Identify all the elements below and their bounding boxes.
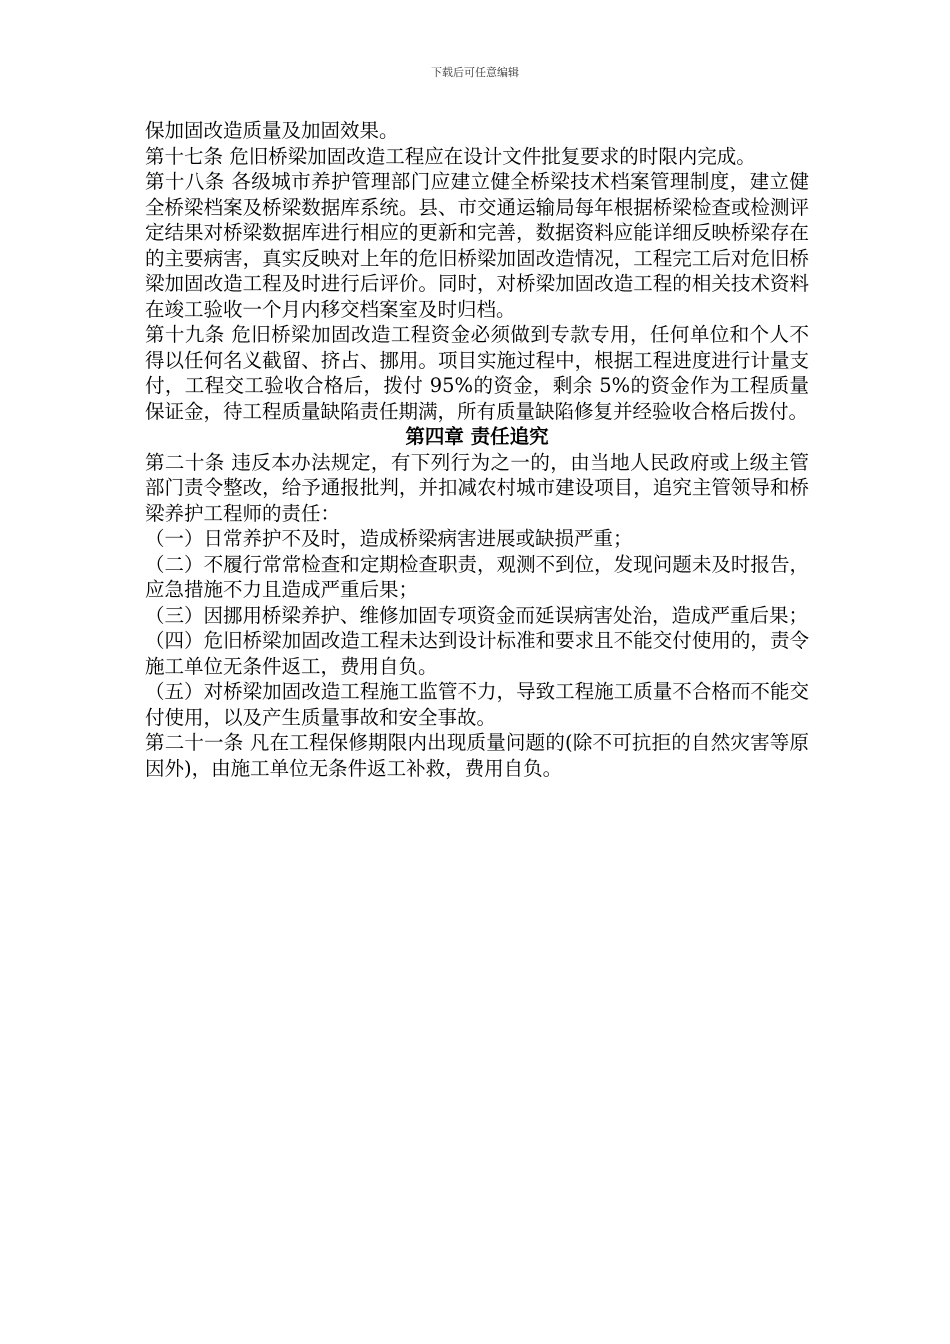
- article-19: 第十九条 危旧桥梁加固改造工程资金必须做到专款专用，任何单位和个人不得以任何名义截留、挤占、挪用。项目实施过程中，根据工程进度进行计量支付，工程交工验收合格后，拨付 95%的资金，剩余 5%的资金作为工程质量保证金，待工程质量缺陷责任期满，所有质量缺陷修复并经验收合格后拨付。: [145, 323, 809, 423]
- list-item-2: （二）不履行常常检查和定期检查职责，观测不到位，发现问题未及时报告，应急措施不力且造成严重后果；: [145, 552, 809, 601]
- article-21: 第二十一条 凡在工程保修期限内出现质量问题的(除不可抗拒的自然灾害等原因外)，由施工单位无条件返工补救，费用自负。: [145, 731, 809, 780]
- list-item-5: （五）对桥梁加固改造工程施工监管不力，导致工程施工质量不合格而不能交付使用，以及产生质量事故和安全事故。: [145, 680, 809, 729]
- article-17: 第十七条 危旧桥梁加固改造工程应在设计文件批复要求的时限内完成。: [145, 144, 756, 168]
- chapter-title: 第四章 责任追究: [405, 425, 549, 448]
- article-20: 第二十条 违反本办法规定，有下列行为之一的，由当地人民政府或上级主管部门责令整改，给予通报批判，并扣减农村城市建设项目，追究主管领导和桥梁养护工程师的责任：: [145, 450, 809, 525]
- document-body: [145, 118, 809, 781]
- list-item-1: （一）日常养护不及时，造成桥梁病害进展或缺损严重；: [145, 527, 633, 550]
- paragraph-continuation: 保加固改造质量及加固效果。: [145, 119, 399, 142]
- list-item-4: （四）危旧桥梁加固改造工程未达到设计标准和要求且不能交付使用的，责令施工单位无条件返工，费用自负。: [145, 629, 809, 678]
- page-header: 下载后可任意编辑: [431, 66, 519, 79]
- article-18: 第十八条 各级城市养护管理部门应建立健全桥梁技术档案管理制度，建立健全桥梁档案及桥梁数据库系统。县、市交通运输局每年根据桥梁检查或检测评定结果对桥梁数据库进行相应的更新和完善，数据资料应能详细反映桥梁存在的主要病害，真实反映对上年的危旧桥梁加固改造情况，工程完工后对危旧桥梁加固改造工程及时进行后评价。同时，对桥梁加固改造工程的相关技术资料在竣工验收一个月内移交档案室及时归档。: [145, 170, 809, 321]
- list-item-3: （三）因挪用桥梁养护、维修加固专项资金而延误病害处治，造成严重后果；: [145, 603, 809, 627]
